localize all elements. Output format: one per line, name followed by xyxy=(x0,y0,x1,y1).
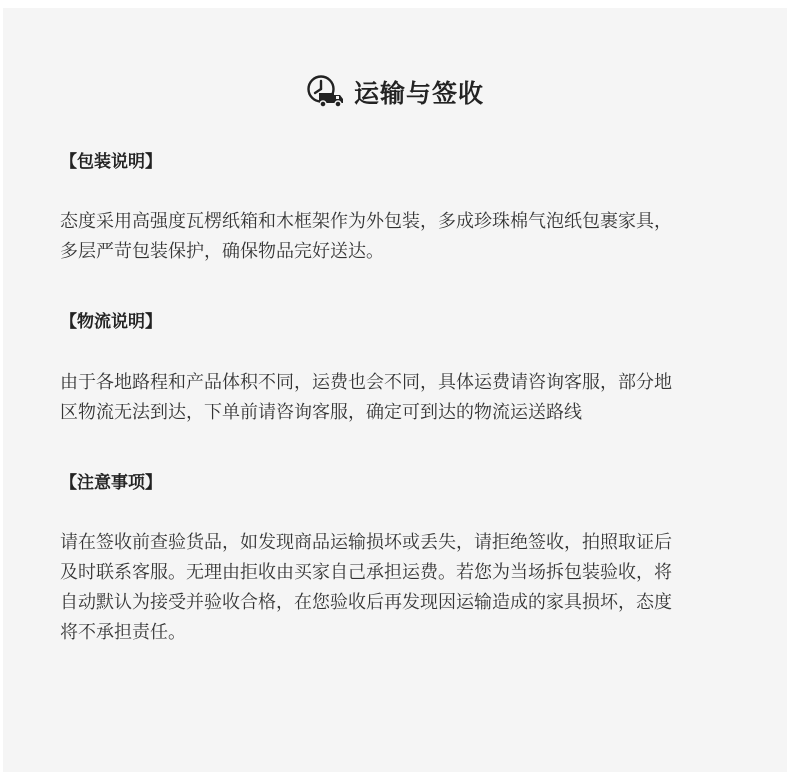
paragraph-line: 请在签收前查验货品，如发现商品运输损坏或丢失，请拒绝签收，拍照取证后 xyxy=(60,532,672,553)
logistics-heading: 【物流说明】 xyxy=(60,312,162,332)
paragraph-line: 自动默认为接受并验收合格，在您验收后再发现因运输造成的家具损坏，态度 xyxy=(60,592,672,613)
paragraph-line: 区物流无法到达，下单前请咨询客服，确定可到达的物流运送路线 xyxy=(60,402,582,423)
content-panel xyxy=(3,8,787,772)
logistics-paragraph xyxy=(60,368,740,428)
packaging-heading: 【包装说明】 xyxy=(60,152,162,172)
paragraph-line: 及时联系客服。无理由拒收由买家自己承担运费。若您为当场拆包装验收，将 xyxy=(60,562,672,583)
paragraph-line: 将不承担责任。 xyxy=(60,622,186,643)
delivery-truck-clock-icon xyxy=(306,74,346,110)
paragraph-line: 多层严苛包装保护，确保物品完好送达。 xyxy=(60,241,384,262)
notes-heading: 【注意事项】 xyxy=(60,473,162,493)
page-title: 运输与签收 xyxy=(353,79,484,108)
paragraph-line: 态度采用高强度瓦楞纸箱和木框架作为外包装，多成珍珠棉气泡纸包裹家具， xyxy=(60,211,672,232)
paragraph-line: 由于各地路程和产品体积不同，运费也会不同，具体运费请咨询客服，部分地 xyxy=(60,372,672,393)
section-header xyxy=(3,72,787,112)
notes-paragraph xyxy=(60,528,740,648)
packaging-paragraph xyxy=(60,207,740,267)
